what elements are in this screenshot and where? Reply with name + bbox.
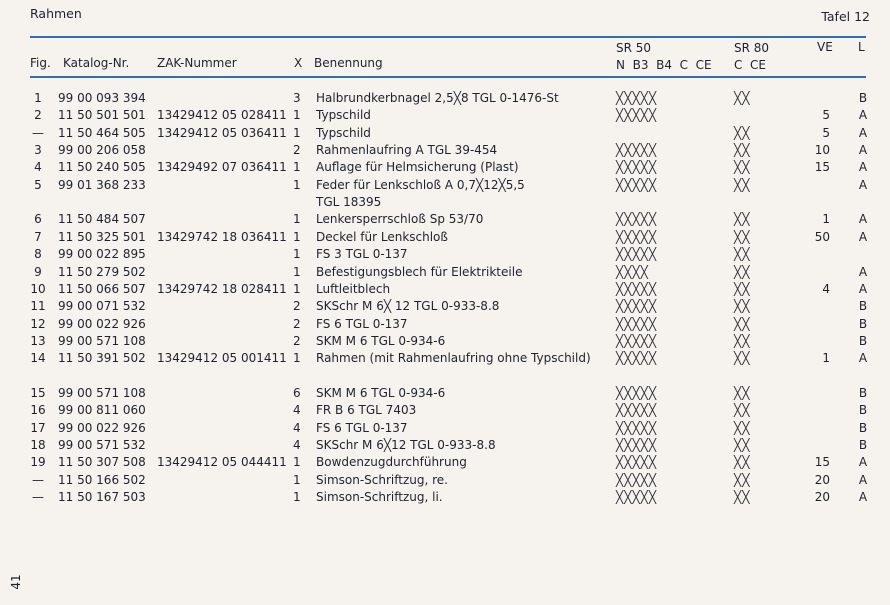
quantity-cell: 1 xyxy=(293,281,301,296)
sr80-marks: ╳╳ xyxy=(734,281,751,296)
table-row xyxy=(0,194,890,211)
sr80-marks: ╳╳ xyxy=(734,160,751,175)
katalog-cell: 11 50 279 502 xyxy=(58,264,146,279)
fig-cell: — xyxy=(32,490,44,505)
sr50-marks: ╳╳╳╳╳ xyxy=(616,490,658,505)
col-header-benennung: Benennung xyxy=(314,56,383,70)
l-cell: A xyxy=(858,177,868,192)
benennung-cell: SKSchr M 6╳12 TGL 0-933-8.8 xyxy=(316,438,496,452)
sr50-marks: ╳╳╳╳╳ xyxy=(616,420,658,435)
quantity-cell: 2 xyxy=(293,143,301,158)
ve-cell: 1 xyxy=(822,212,830,227)
quantity-cell: 1 xyxy=(293,212,301,227)
header-rule-top xyxy=(30,36,866,38)
quantity-cell: 1 xyxy=(293,229,301,244)
sr80-marks: ╳╳ xyxy=(734,264,751,279)
benennung-cell: FS 3 TGL 0-137 xyxy=(316,247,408,262)
l-cell: A xyxy=(858,125,868,140)
table-row xyxy=(0,437,890,454)
sr50-marks: ╳╳╳╳╳ xyxy=(616,333,658,348)
katalog-cell: 11 50 167 503 xyxy=(58,490,146,505)
quantity-cell: 4 xyxy=(293,420,301,435)
sr80-variants: C CE xyxy=(734,58,766,72)
ve-cell: 15 xyxy=(814,455,830,470)
table-row xyxy=(0,125,890,142)
quantity-cell: 3 xyxy=(293,91,301,105)
l-cell: B xyxy=(858,91,868,105)
sr50-header xyxy=(616,40,712,74)
katalog-cell: 11 50 240 505 xyxy=(58,160,146,175)
fig-cell: 15 xyxy=(30,385,46,400)
table-row xyxy=(0,142,890,159)
table-row xyxy=(0,385,890,402)
l-cell: B xyxy=(858,420,868,435)
sr50-marks: ╳╳╳╳╳ xyxy=(616,472,658,487)
quantity-cell: 1 xyxy=(293,472,301,487)
col-header-ve: VE xyxy=(817,40,833,54)
benennung-cell: Typschild xyxy=(316,125,371,140)
col-header-zak: ZAK-Nummer xyxy=(157,56,237,70)
fig-cell: 2 xyxy=(34,108,42,123)
sr50-marks: ╳╳╳╳╳ xyxy=(616,160,658,175)
katalog-cell: 99 00 022 926 xyxy=(58,420,146,435)
sr50-marks: ╳╳╳╳╳ xyxy=(616,91,658,105)
col-header-l: L xyxy=(858,40,865,54)
fig-cell: 1 xyxy=(34,91,42,105)
table-row xyxy=(0,107,890,124)
fig-cell: 9 xyxy=(34,264,42,279)
benennung-cell: SKM M 6 TGL 0-934-6 xyxy=(316,385,446,400)
sr80-header xyxy=(734,40,769,74)
sr50-marks: ╳╳╳╳╳ xyxy=(616,438,658,452)
quantity-cell: 1 xyxy=(293,351,301,366)
table-row xyxy=(0,211,890,228)
katalog-cell: 11 50 391 502 xyxy=(58,351,146,366)
ve-cell: 50 xyxy=(814,229,830,244)
benennung-cell: FR B 6 TGL 7403 xyxy=(316,403,417,418)
zak-cell: 13429412 05 001411 xyxy=(157,351,287,366)
katalog-cell: 11 50 464 505 xyxy=(58,125,146,140)
quantity-cell: 1 xyxy=(293,490,301,505)
katalog-cell: 99 00 093 394 xyxy=(58,91,146,105)
zak-cell: 13429412 05 044411 xyxy=(157,455,287,470)
quantity-cell: 1 xyxy=(293,264,301,279)
fig-cell: 18 xyxy=(30,438,46,452)
quantity-cell: 1 xyxy=(293,160,301,175)
katalog-cell: 99 00 571 108 xyxy=(58,333,146,348)
l-cell: B xyxy=(858,385,868,400)
katalog-cell: 99 00 811 060 xyxy=(58,403,146,418)
sr50-title: SR 50 xyxy=(616,41,652,55)
table-row xyxy=(0,454,890,471)
l-cell: A xyxy=(858,455,868,470)
benennung-cell: Halbrundkerbnagel 2,5╳8 TGL 0-1476-St xyxy=(316,91,559,105)
quantity-cell: 4 xyxy=(293,403,301,418)
fig-cell: 12 xyxy=(30,316,46,331)
table-row xyxy=(0,350,890,367)
table-row xyxy=(0,264,890,281)
l-cell: B xyxy=(858,333,868,348)
quantity-cell: 1 xyxy=(293,455,301,470)
katalog-cell: 99 00 206 058 xyxy=(58,143,146,158)
quantity-cell: 2 xyxy=(293,316,301,331)
ve-cell: 4 xyxy=(822,281,830,296)
katalog-cell: 11 50 484 507 xyxy=(58,212,146,227)
page-number: 41 xyxy=(9,574,23,590)
sr50-marks: ╳╳╳╳╳ xyxy=(616,385,658,400)
l-cell: A xyxy=(858,264,868,279)
quantity-cell: 6 xyxy=(293,385,301,400)
benennung-cell: SKSchr M 6╳ 12 TGL 0-933-8.8 xyxy=(316,299,500,314)
sr50-marks: ╳╳╳╳╳ xyxy=(616,247,658,262)
fig-cell: 13 xyxy=(30,333,46,348)
katalog-cell: 99 00 022 926 xyxy=(58,316,146,331)
benennung-cell: Lenkersperrschloß Sp 53/70 xyxy=(316,212,484,227)
sr50-marks: ╳╳╳╳╳ xyxy=(616,316,658,331)
fig-cell: 8 xyxy=(34,247,42,262)
benennung-cell: Rahmen (mit Rahmenlaufring ohne Typschild) xyxy=(316,351,591,366)
sr80-marks: ╳╳ xyxy=(734,438,751,452)
benennung-cell: Typschild xyxy=(316,108,371,123)
sr50-marks: ╳╳╳╳ xyxy=(616,264,649,279)
sr80-title: SR 80 xyxy=(734,41,770,55)
katalog-cell: 99 00 571 108 xyxy=(58,385,146,400)
zak-cell: 13429412 05 028411 xyxy=(157,108,287,123)
benennung-cell: Befestigungsblech für Elektrikteile xyxy=(316,264,523,279)
sr80-marks: ╳╳ xyxy=(734,247,751,262)
l-cell: A xyxy=(858,212,868,227)
sr80-marks: ╳╳ xyxy=(734,316,751,331)
tafel-label: Tafel 12 xyxy=(821,9,870,24)
table-row xyxy=(0,333,890,350)
l-cell: B xyxy=(858,403,868,418)
zak-cell: 13429492 07 036411 xyxy=(157,160,287,175)
table-row xyxy=(0,420,890,437)
l-cell: A xyxy=(858,281,868,296)
ve-cell: 20 xyxy=(814,490,830,505)
sr80-marks: ╳╳ xyxy=(734,143,751,158)
fig-cell: 3 xyxy=(34,143,42,158)
col-header-fig: Fig. xyxy=(30,56,51,70)
sr80-marks: ╳╳ xyxy=(734,91,751,105)
l-cell: A xyxy=(858,229,868,244)
katalog-cell: 11 50 325 501 xyxy=(58,229,146,244)
fig-cell: 14 xyxy=(30,351,46,366)
sr50-marks: ╳╳╳╳╳ xyxy=(616,351,658,366)
benennung-cell: Bowdenzugdurchführung xyxy=(316,455,467,470)
fig-cell: 11 xyxy=(30,299,46,314)
sr80-marks: ╳╳ xyxy=(734,385,751,400)
sr80-marks: ╳╳ xyxy=(734,472,751,487)
sr80-marks: ╳╳ xyxy=(734,403,751,418)
benennung-cell: Deckel für Lenkschloß xyxy=(316,229,448,244)
table-row xyxy=(0,316,890,333)
benennung-cell: Simson-Schriftzug, re. xyxy=(316,472,448,487)
sr50-marks: ╳╳╳╳╳ xyxy=(616,108,658,123)
table-row xyxy=(0,489,890,506)
benennung-cell: FS 6 TGL 0-137 xyxy=(316,420,408,435)
benennung-cell: Feder für Lenkschloß A 0,7╳12╳5,5 xyxy=(316,177,525,192)
table-row xyxy=(0,177,890,194)
benennung-cell: Simson-Schriftzug, li. xyxy=(316,490,443,505)
quantity-cell: 2 xyxy=(293,299,301,314)
table-row xyxy=(0,281,890,298)
fig-cell: 7 xyxy=(34,229,42,244)
table-row xyxy=(0,90,890,107)
katalog-cell: 99 00 071 532 xyxy=(58,299,146,314)
col-header-x: X xyxy=(294,56,303,70)
sr50-marks: ╳╳╳╳╳ xyxy=(616,177,658,192)
fig-cell: 16 xyxy=(30,403,46,418)
quantity-cell: 1 xyxy=(293,177,301,192)
fig-cell: 4 xyxy=(34,160,42,175)
table-row xyxy=(0,246,890,263)
sr80-marks: ╳╳ xyxy=(734,212,751,227)
sr80-marks: ╳╳ xyxy=(734,333,751,348)
ve-cell: 5 xyxy=(822,108,830,123)
fig-cell: 10 xyxy=(30,281,46,296)
ve-cell: 5 xyxy=(822,125,830,140)
zak-cell: 13429742 18 028411 xyxy=(157,281,287,296)
sr80-marks: ╳╳ xyxy=(734,455,751,470)
fig-cell: 17 xyxy=(30,420,46,435)
sr80-marks: ╳╳ xyxy=(734,351,751,366)
fig-cell: — xyxy=(32,472,44,487)
benennung-cell: Rahmenlaufring A TGL 39-454 xyxy=(316,143,498,158)
l-cell: A xyxy=(858,160,868,175)
l-cell: B xyxy=(858,316,868,331)
katalog-cell: 99 00 571 532 xyxy=(58,438,146,452)
sr50-marks: ╳╳╳╳╳ xyxy=(616,212,658,227)
benennung-cell: Luftleitblech xyxy=(316,281,391,296)
katalog-cell: 11 50 307 508 xyxy=(58,455,146,470)
sr80-marks: ╳╳ xyxy=(734,229,751,244)
katalog-cell: 11 50 501 501 xyxy=(58,108,146,123)
sr50-marks: ╳╳╳╳╳ xyxy=(616,143,658,158)
katalog-cell: 11 50 166 502 xyxy=(58,472,146,487)
l-cell: A xyxy=(858,143,868,158)
zak-cell: 13429412 05 036411 xyxy=(157,125,287,140)
table-row xyxy=(0,368,890,385)
sr80-marks: ╳╳ xyxy=(734,420,751,435)
table-row xyxy=(0,472,890,489)
sr50-marks: ╳╳╳╳╳ xyxy=(616,229,658,244)
l-cell: B xyxy=(858,438,868,452)
zak-cell: 13429742 18 036411 xyxy=(157,229,287,244)
l-cell: A xyxy=(858,108,868,123)
quantity-cell: 4 xyxy=(293,438,301,452)
benennung-cell: TGL 18395 xyxy=(316,195,382,210)
sr50-variants: N B3 B4 C CE xyxy=(616,58,712,72)
sr80-marks: ╳╳ xyxy=(734,299,751,314)
fig-cell: 5 xyxy=(34,177,42,192)
l-cell: B xyxy=(858,299,868,314)
katalog-cell: 99 01 368 233 xyxy=(58,177,146,192)
quantity-cell: 2 xyxy=(293,333,301,348)
sr50-marks: ╳╳╳╳╳ xyxy=(616,281,658,296)
katalog-cell: 11 50 066 507 xyxy=(58,281,146,296)
sr80-marks: ╳╳ xyxy=(734,490,751,505)
col-header-katalog: Katalog-Nr. xyxy=(63,56,130,70)
benennung-cell: Auflage für Helmsicherung (Plast) xyxy=(316,160,519,175)
table-row xyxy=(0,402,890,419)
benennung-cell: SKM M 6 TGL 0-934-6 xyxy=(316,333,446,348)
katalog-cell: 99 00 022 895 xyxy=(58,247,146,262)
l-cell: A xyxy=(858,351,868,366)
table-row xyxy=(0,159,890,176)
quantity-cell: 1 xyxy=(293,108,301,123)
section-title: Rahmen xyxy=(30,6,82,21)
l-cell: A xyxy=(858,490,868,505)
sr50-marks: ╳╳╳╳╳ xyxy=(616,403,658,418)
ve-cell: 10 xyxy=(814,143,830,158)
sr50-marks: ╳╳╳╳╳ xyxy=(616,455,658,470)
sr80-marks: ╳╳ xyxy=(734,177,751,192)
quantity-cell: 1 xyxy=(293,125,301,140)
ve-cell: 1 xyxy=(822,351,830,366)
fig-cell: — xyxy=(32,125,44,140)
table-row xyxy=(0,229,890,246)
quantity-cell: 1 xyxy=(293,247,301,262)
sr80-marks: ╳╳ xyxy=(734,125,751,140)
header-rule-bottom xyxy=(30,76,866,78)
l-cell: A xyxy=(858,472,868,487)
table-row xyxy=(0,298,890,315)
ve-cell: 20 xyxy=(814,472,830,487)
fig-cell: 6 xyxy=(34,212,42,227)
ve-cell: 15 xyxy=(814,160,830,175)
sr50-marks: ╳╳╳╳╳ xyxy=(616,299,658,314)
fig-cell: 19 xyxy=(30,455,46,470)
benennung-cell: FS 6 TGL 0-137 xyxy=(316,316,408,331)
